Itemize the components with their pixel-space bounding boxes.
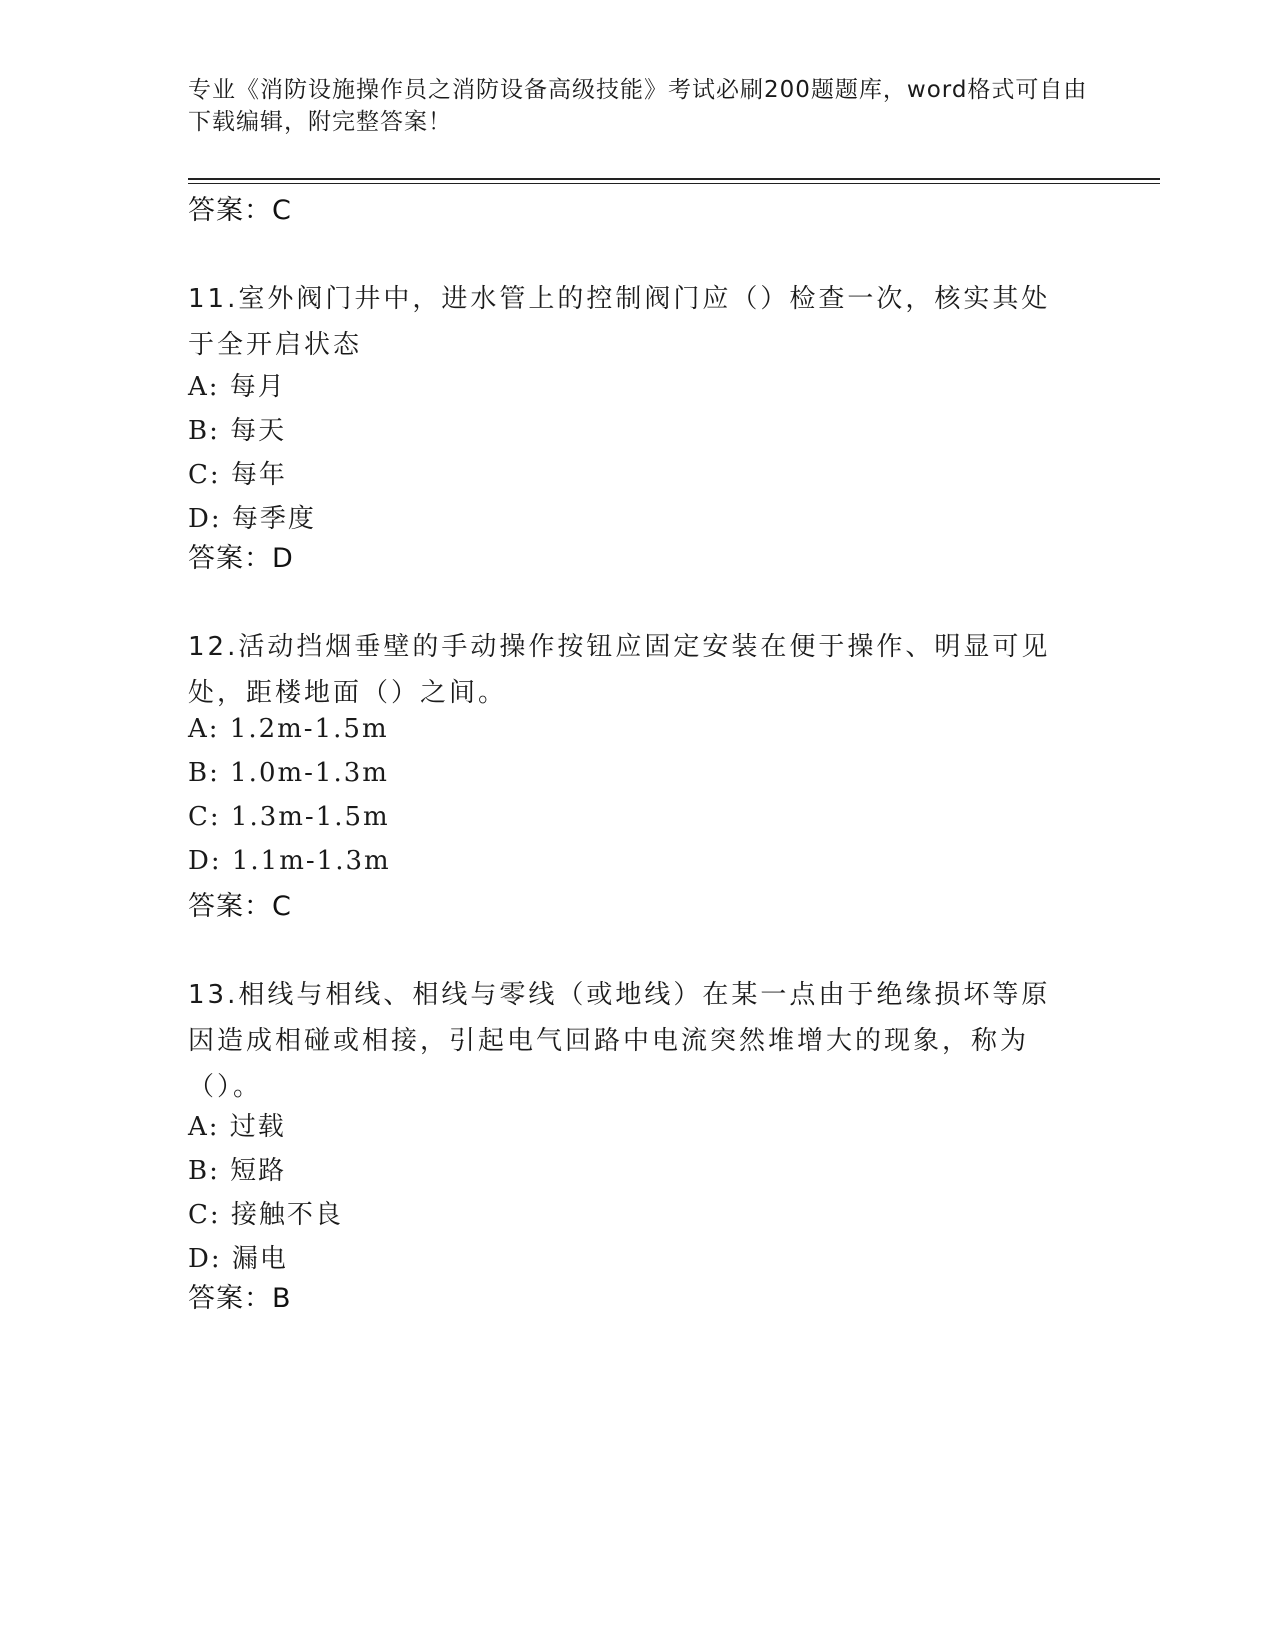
question-13-option-c: C: 接触不良 [188, 1200, 343, 1230]
question-12-option-a: A: 1.2m-1.5m [188, 714, 389, 744]
question-12-option-b: B: 1.0m-1.3m [188, 758, 389, 788]
question-11-option-c: C: 每年 [188, 460, 287, 490]
question-12-option-c: C: 1.3m-1.5m [188, 802, 390, 832]
question-11-option-a: A: 每月 [188, 372, 286, 402]
question-11-option-d: D: 每季度 [188, 504, 316, 534]
document-header: 专业《消防设施操作员之消防设备高级技能》考试必刷200题题库，word格式可自由下载编辑，附完整答案！ [188, 77, 1088, 135]
header-divider-thick [188, 178, 1160, 180]
question-13-answer: 答案：B [188, 1283, 292, 1314]
header-divider-thin [188, 183, 1160, 184]
question-12-answer: 答案：C [188, 891, 292, 922]
question-11-answer: 答案：D [188, 543, 294, 574]
question-13-option-a: A: 过载 [188, 1112, 286, 1142]
question-13-option-b: B: 短路 [188, 1156, 287, 1186]
question-13-text: 13.相线与相线、相线与零线（或地线）在某一点由于绝缘损坏等原因造成相碰或相接，引起电气回路中电流突然堆增大的现象，称为（）。 [188, 980, 1051, 1102]
question-11-option-b: B: 每天 [188, 416, 287, 446]
question-11-text: 11.室外阀门井中，进水管上的控制阀门应（）检查一次，核实其处于全开启状态 [188, 284, 1051, 360]
question-12-text: 12.活动挡烟垂壁的手动操作按钮应固定安装在便于操作、明显可见处，距楼地面（）之间。 [188, 632, 1051, 708]
question-12-option-d: D: 1.1m-1.3m [188, 846, 391, 876]
previous-answer: 答案：C [188, 195, 292, 226]
question-13-option-d: D: 漏电 [188, 1244, 288, 1274]
